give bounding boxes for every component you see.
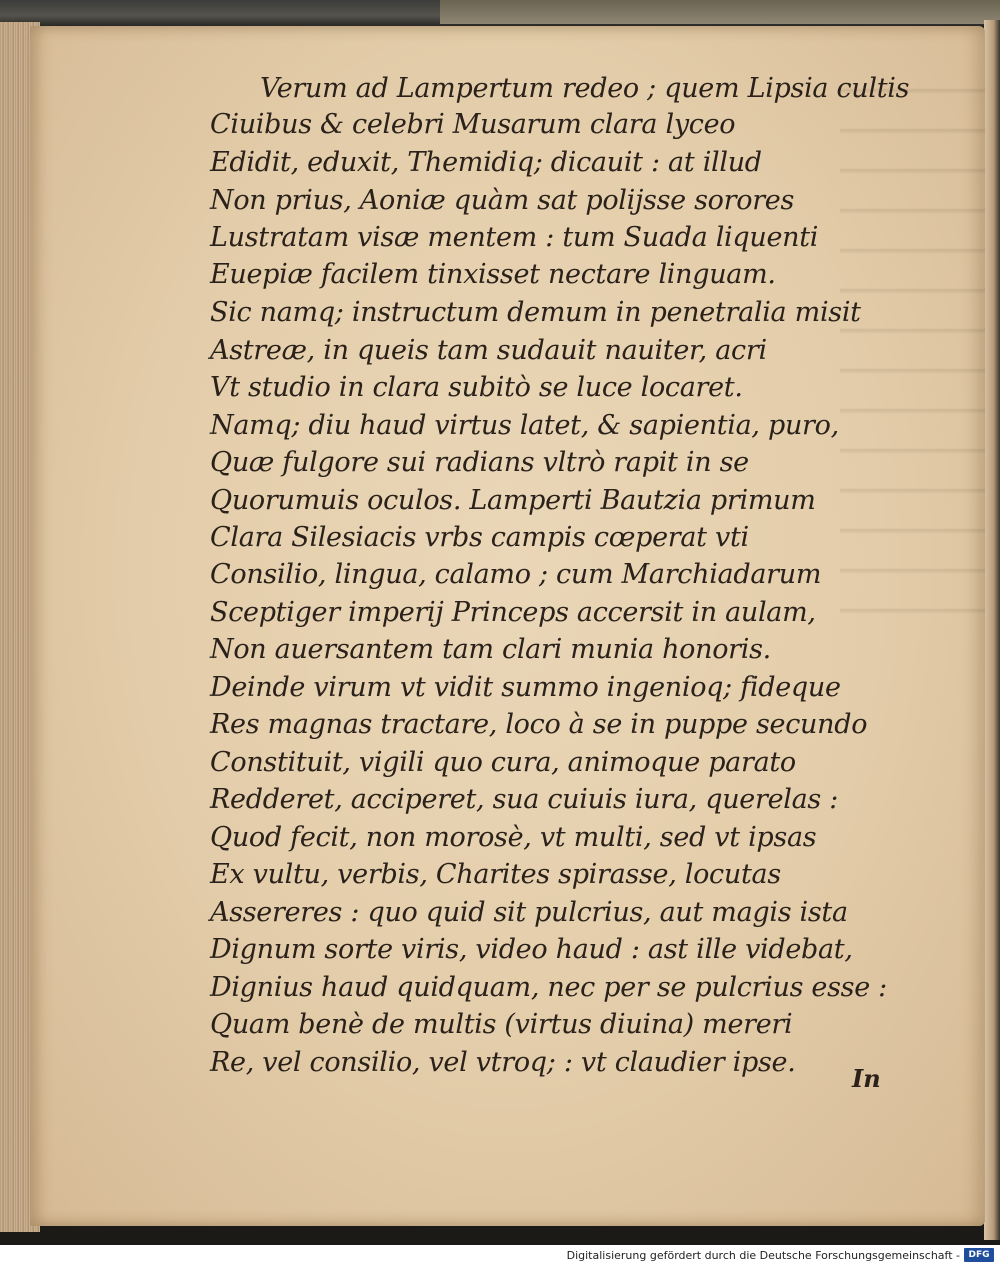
book-page <box>30 26 985 1226</box>
poem-line: Euepiæ facilem tinxisset nectare linguam. <box>210 259 776 290</box>
poem-line: Assereres : quo quid sit pulcrius, aut magis ista <box>210 897 848 928</box>
poem-line: Re, vel consilio, vel vtroq; : vt claudier ipse. <box>210 1047 796 1078</box>
poem-line: Dignum sorte viris, video haud : ast ille videbat, <box>210 934 853 965</box>
funding-credit: Digitalisierung gefördert durch die Deutsche Forschungsgemeinschaft - <box>566 1249 960 1262</box>
poem-text-block <box>30 26 985 1226</box>
poem-line: Ex vultu, verbis, Charites spirasse, locutas <box>210 859 781 890</box>
poem-line: Sceptiger imperij Princeps accersit in aulam, <box>210 597 816 628</box>
poem-line: Non prius, Aoniæ quàm sat polijsse sorores <box>210 185 795 216</box>
catchword: In <box>852 1064 881 1093</box>
poem-line: Dignius haud quidquam, nec per se pulcrius esse : <box>210 972 887 1003</box>
poem-line: Quod fecit, non morosè, vt multi, sed vt ipsas <box>210 822 817 853</box>
poem-line: Quam benè de multis (virtus diuina) mereri <box>210 1009 793 1040</box>
page-stack-right <box>984 20 1000 1240</box>
poem-line: Clara Silesiacis vrbs campis cœperat vti <box>210 522 749 553</box>
digitization-footer <box>0 1245 1000 1267</box>
poem-line: Sic namq; instructum demum in penetralia misit <box>210 297 861 328</box>
poem-line: Quorumuis oculos. Lamperti Bautzia primum <box>210 485 816 516</box>
book-cover-edge-right <box>440 0 1000 24</box>
poem-line: Astreæ, in queis tam sudauit nauiter, acri <box>210 335 767 366</box>
poem-line: Constituit, vigili quo cura, animoque parato <box>210 747 796 778</box>
poem-line: Non auersantem tam clari munia honoris. <box>210 634 771 665</box>
poem-line: Verum ad Lampertum redeo ; quem Lipsia cultis <box>260 73 910 104</box>
poem-line: Consilio, lingua, calamo ; cum Marchiadarum <box>210 559 822 590</box>
poem-line: Lustratam visæ mentem : tum Suada liquenti <box>210 222 819 253</box>
poem-line: Redderet, acciperet, sua cuiuis iura, querelas : <box>210 784 839 815</box>
poem-line: Edidit, eduxit, Themidiq; dicauit : at illud <box>210 147 762 178</box>
poem-line: Ciuibus & celebri Musarum clara lyceo <box>210 109 736 140</box>
poem-line: Quæ fulgore sui radians vltrò rapit in se <box>210 447 749 478</box>
poem-line: Deinde virum vt vidit summo ingenioq; fideque <box>210 672 841 703</box>
poem-line: Res magnas tractare, loco à se in puppe secundo <box>210 709 868 740</box>
poem-line: Namq; diu haud virtus latet, & sapientia, puro, <box>210 410 839 441</box>
dfg-logo-icon: DFG <box>964 1248 994 1262</box>
poem-line: Vt studio in clara subitò se luce locaret. <box>210 372 743 403</box>
